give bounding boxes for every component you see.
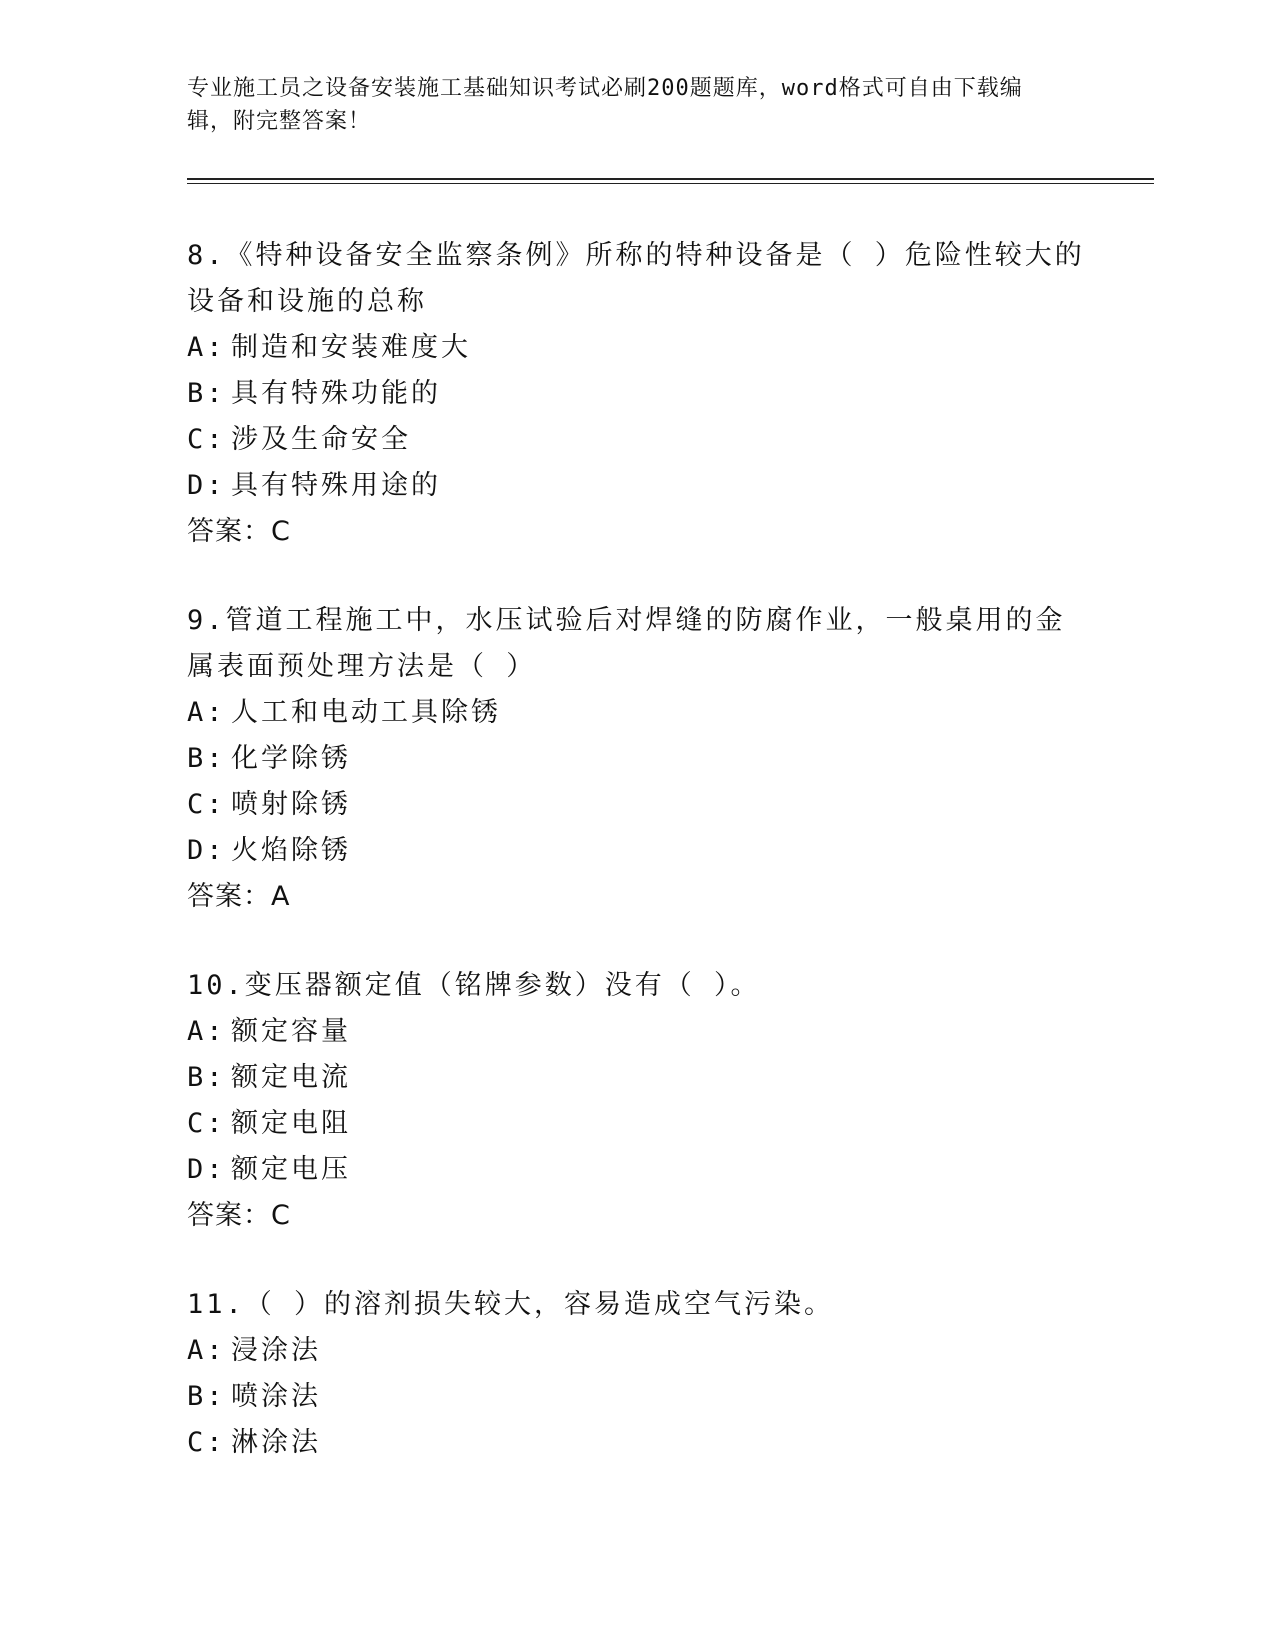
option-label: B: xyxy=(187,743,226,774)
option-text: 人工和电动工具除锈 xyxy=(231,697,501,728)
question-stem: 10.变压器额定值（铭牌参数）没有（ ）。 xyxy=(187,970,761,1001)
option-text: 额定电流 xyxy=(231,1062,351,1093)
option-c xyxy=(187,1101,1087,1147)
option-text: 制造和安装难度大 xyxy=(231,332,471,363)
option-c xyxy=(187,417,1087,463)
option-b xyxy=(187,1374,1087,1420)
question-list xyxy=(187,233,1087,1509)
option-text: 浸涂法 xyxy=(231,1335,321,1366)
question-stem: 11.（ ）的溶剂损失较大，容易造成空气污染。 xyxy=(187,1289,835,1320)
option-text: 额定电压 xyxy=(231,1154,351,1185)
answer-line: 答案：A xyxy=(187,881,291,912)
option-d xyxy=(187,1147,1087,1193)
option-a xyxy=(187,1009,1087,1055)
option-text: 额定电阻 xyxy=(231,1108,351,1139)
option-text: 具有特殊功能的 xyxy=(231,378,441,409)
option-label: C: xyxy=(187,1108,226,1139)
document-header: 专业施工员之设备安装施工基础知识考试必刷200题题库，word格式可自由下载编辑，附完整答案！ xyxy=(187,76,1023,134)
option-label: C: xyxy=(187,789,226,820)
option-c xyxy=(187,782,1087,828)
question-11 xyxy=(187,1282,1087,1466)
option-label: A: xyxy=(187,1016,226,1047)
option-a xyxy=(187,325,1087,371)
option-text: 化学除锈 xyxy=(231,743,351,774)
header-divider-thick xyxy=(187,178,1154,180)
question-8 xyxy=(187,233,1087,555)
question-stem: 8.《特种设备安全监察条例》所称的特种设备是（ ）危险性较大的设备和设施的总称 xyxy=(187,240,1085,317)
option-d xyxy=(187,463,1087,509)
option-text: 涉及生命安全 xyxy=(231,424,411,455)
option-label: C: xyxy=(187,1427,226,1458)
option-label: D: xyxy=(187,470,226,501)
option-c xyxy=(187,1420,1087,1466)
answer-line: 答案：C xyxy=(187,516,291,547)
option-label: A: xyxy=(187,1335,226,1366)
option-text: 淋涂法 xyxy=(231,1427,321,1458)
option-label: B: xyxy=(187,1062,226,1093)
option-b xyxy=(187,1055,1087,1101)
option-label: A: xyxy=(187,697,226,728)
option-label: C: xyxy=(187,424,226,455)
option-text: 喷射除锈 xyxy=(231,789,351,820)
answer-line: 答案：C xyxy=(187,1200,291,1231)
option-text: 额定容量 xyxy=(231,1016,351,1047)
option-a xyxy=(187,690,1087,736)
question-9 xyxy=(187,598,1087,920)
option-b xyxy=(187,371,1087,417)
option-b xyxy=(187,736,1087,782)
header-divider-thin xyxy=(187,183,1154,184)
option-label: B: xyxy=(187,1381,226,1412)
option-label: D: xyxy=(187,835,226,866)
option-text: 喷涂法 xyxy=(231,1381,321,1412)
option-d xyxy=(187,828,1087,874)
option-text: 具有特殊用途的 xyxy=(231,470,441,501)
option-label: A: xyxy=(187,332,226,363)
option-a xyxy=(187,1328,1087,1374)
option-label: D: xyxy=(187,1154,226,1185)
option-text: 火焰除锈 xyxy=(231,835,351,866)
option-label: B: xyxy=(187,378,226,409)
question-10 xyxy=(187,963,1087,1239)
question-stem: 9.管道工程施工中，水压试验后对焊缝的防腐作业，一般桌用的金属表面预处理方法是（ ） xyxy=(187,605,1066,682)
